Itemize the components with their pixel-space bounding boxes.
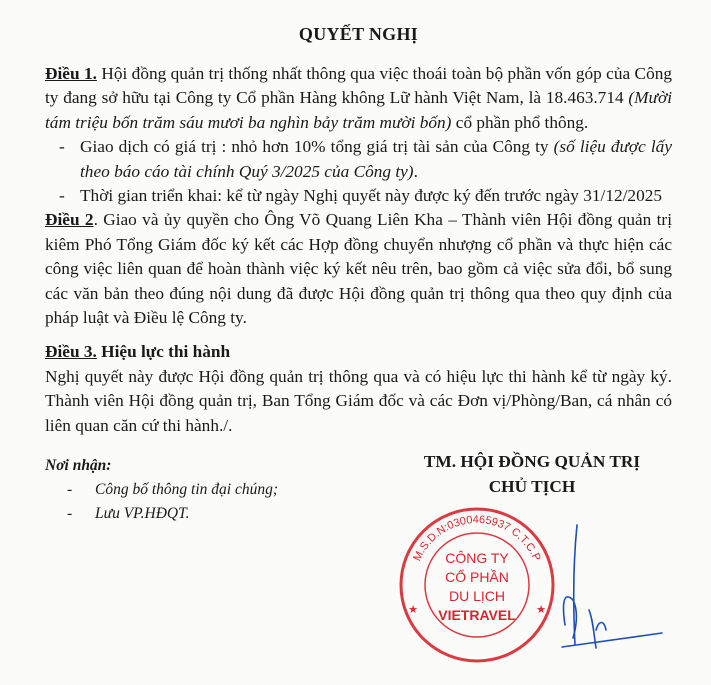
list-item: - Lưu VP.HĐQT. — [67, 505, 190, 523]
list-item: - Công bố thông tin đại chúng; — [67, 481, 278, 499]
bullet-text: Giao dịch có giá trị : nhỏ hơn 10% tổng giá trị tài sản của Công ty — [80, 137, 554, 157]
article-1-label: Điều 1. — [45, 64, 97, 83]
stamp-ring-text: M.S.D.N:0300465937 C.T.C.P — [411, 514, 543, 564]
article-2-label: Điều 2 — [45, 210, 94, 230]
article-2-text: . Giao và ủy quyền cho Ông Võ Quang Liên Kha – Thành viên Hội đồng quản trị kiêm Phó Tổng Giám đốc ký kết các Hợp đồng chuyển nhượng cổ phần và thực hiện các công việc liên quan để hoàn thành việc ký kết nêu trên, bao gồm cả việc sửa đổi, bổ sung các văn bản theo đúng nội dung đã được Hội đồng quản trị thông qua theo quy định của pháp luật và Điều lệ Công ty. — [45, 210, 672, 328]
recipients — [45, 450, 345, 526]
document-footer — [45, 450, 672, 665]
article-3-heading — [45, 340, 672, 364]
signature-column — [392, 450, 672, 665]
document-title: QUYẾT NGHỊ — [298, 24, 419, 44]
recipients-title: Nơi nhận: — [45, 457, 112, 475]
article-3-text: Nghị quyết này được Hội đồng quản trị thông qua và có hiệu lực thi hành kể từ ngày ký. Thành viên Hội đồng quản trị, Ban Tổng Giám đốc và các Đơn vị/Phòng/Ban, cá nhân có liên quan căn cứ thi hành./. — [45, 366, 672, 435]
stamp-line: VIETRAVEL — [438, 607, 516, 624]
recipient: Công bố thông tin đại chúng; — [95, 481, 278, 499]
recipient: Lưu VP.HĐQT. — [95, 505, 190, 523]
star-icon: ★ — [536, 604, 546, 617]
list-item: - Giao dịch có giá trị : nhỏ hơn 10% tổng giá trị tài sản của Công ty (số liệu được lấy theo báo cáo tài chính Quý 3/2025 của Công ty). — [59, 137, 672, 181]
article-2 — [45, 208, 672, 330]
article-1-text: Hội đồng quản trị thống nhất thông qua việc thoái toàn bộ phần vốn góp của Công ty đang sở hữu tại Công ty Cổ phần Hàng không Lữ hành Việt Nam, là 18.463.714 — [45, 64, 673, 108]
bullet-text: Thời gian triển khai: kể từ ngày Nghị quyết này được ký đến trước ngày 31/12/2025 — [80, 186, 662, 206]
list-item: - Thời gian triển khai: kể từ ngày Nghị quyết này được ký đến trước ngày 31/12/2025 — [59, 186, 662, 206]
article-3-label: Điều 3. — [45, 342, 97, 362]
bullet-italic: (số liệu được lấy theo báo cáo tài chính Quý 3/2025 của Công ty) — [80, 137, 672, 181]
company-stamp — [397, 505, 557, 665]
stamp-line: CÔNG TY — [445, 550, 509, 567]
article-1-tail: cổ phần phổ thông. — [451, 112, 589, 132]
signature-block — [392, 450, 672, 499]
article-1-bullets — [45, 135, 672, 208]
article-1 — [45, 62, 672, 135]
star-icon: ★ — [408, 604, 418, 617]
article-1-italic: (Mười tám triệu bốn trăm sáu mươi ba nghìn bảy trăm mười bốn) — [45, 88, 672, 132]
signature-line-1: TM. HỘI ĐỒNG QUẢN TRỊ — [423, 452, 641, 472]
signature-line-2: CHỦ TỊCH — [488, 476, 576, 496]
handwritten-signature — [557, 515, 667, 655]
document-body — [45, 62, 672, 438]
article-3-heading-text: Hiệu lực thi hành — [96, 342, 231, 362]
stamp-line: DU LỊCH — [448, 588, 506, 605]
seal-row — [397, 505, 667, 665]
bullet-tail: . — [413, 161, 418, 181]
stamp-line: CỔ PHẦN — [445, 569, 509, 586]
